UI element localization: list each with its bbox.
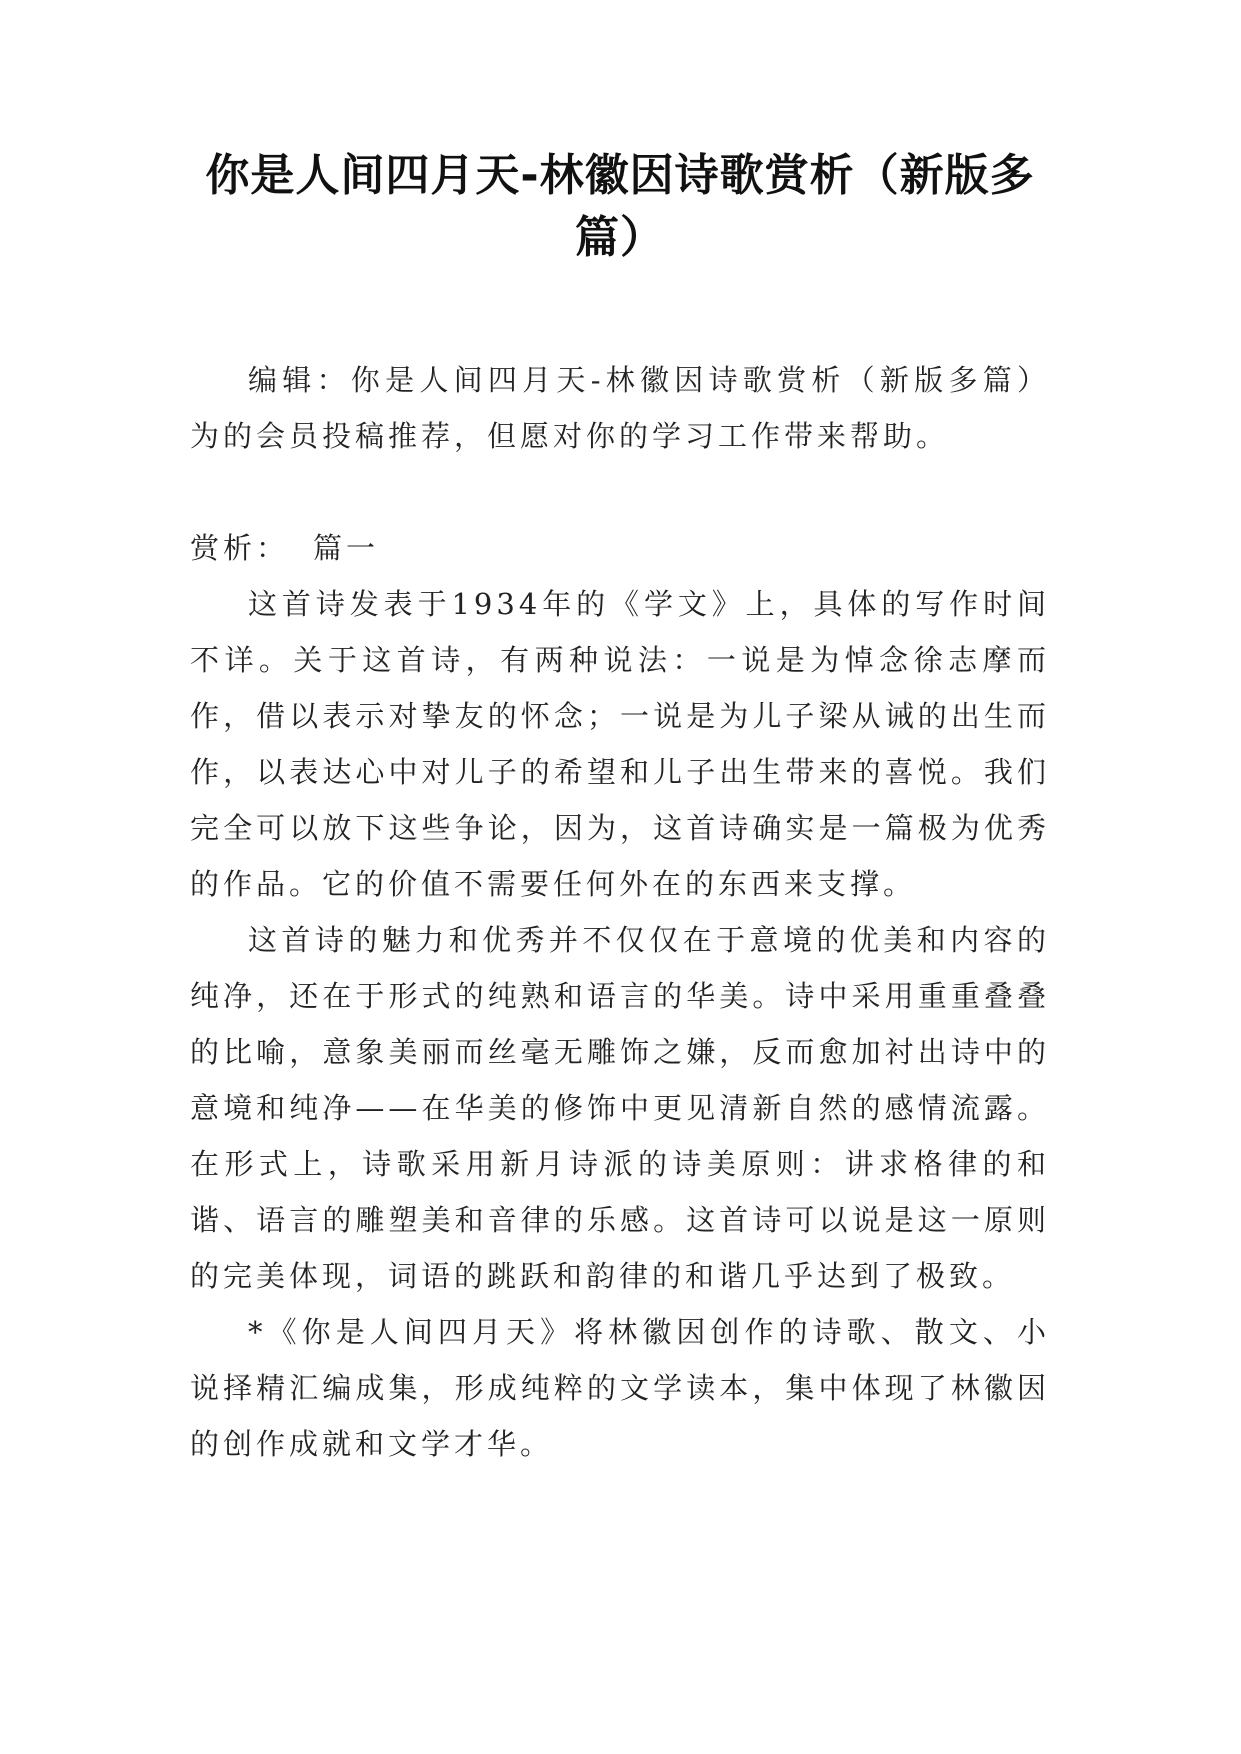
section-name: 篇一 xyxy=(313,531,380,565)
body-paragraph: *《你是人间四月天》将林徽因创作的诗歌、散文、小说择精汇编成集，形成纯粹的文学读本，集中体现了林徽因的创作成就和文学才华。 xyxy=(190,1315,1050,1461)
document-body xyxy=(190,352,1050,1472)
body-paragraph: 这首诗发表于1934年的《学文》上，具体的写作时间不详。关于这首诗，有两种说法：一说是为悼念徐志摩而作，借以表示对挚友的怀念；一说是为儿子梁从诫的出生而作，以表达心中对儿子的希望和儿子出生带来的喜悦。我们完全可以放下这些争论，因为，这首诗确实是一篇极为优秀的作品。它的价值不需要任何外在的东西来支撑。 xyxy=(190,587,1050,901)
section-heading xyxy=(190,520,1050,576)
body-paragraph: 这首诗的魅力和优秀并不仅仅在于意境的优美和内容的纯净，还在于形式的纯熟和语言的华美。诗中采用重重叠叠的比喻，意象美丽而丝毫无雕饰之嫌，反而愈加衬出诗中的意境和纯净——在华美的修饰中更见清新自然的感情流露。在形式上，诗歌采用新月诗派的诗美原则：讲求格律的和谐、语言的雕塑美和音律的乐感。这首诗可以说是这一原则的完美体现，词语的跳跃和韵律的和谐几乎达到了极致。 xyxy=(190,923,1050,1293)
document-title: 你是人间四月天-林徽因诗歌赏析（新版多篇） xyxy=(205,150,1035,263)
section-label: 赏析： xyxy=(190,531,290,565)
editor-note: 编辑：你是人间四月天-林徽因诗歌赏析（新版多篇）为的会员投稿推荐，但愿对你的学习工作带来帮助。 xyxy=(190,363,1050,453)
